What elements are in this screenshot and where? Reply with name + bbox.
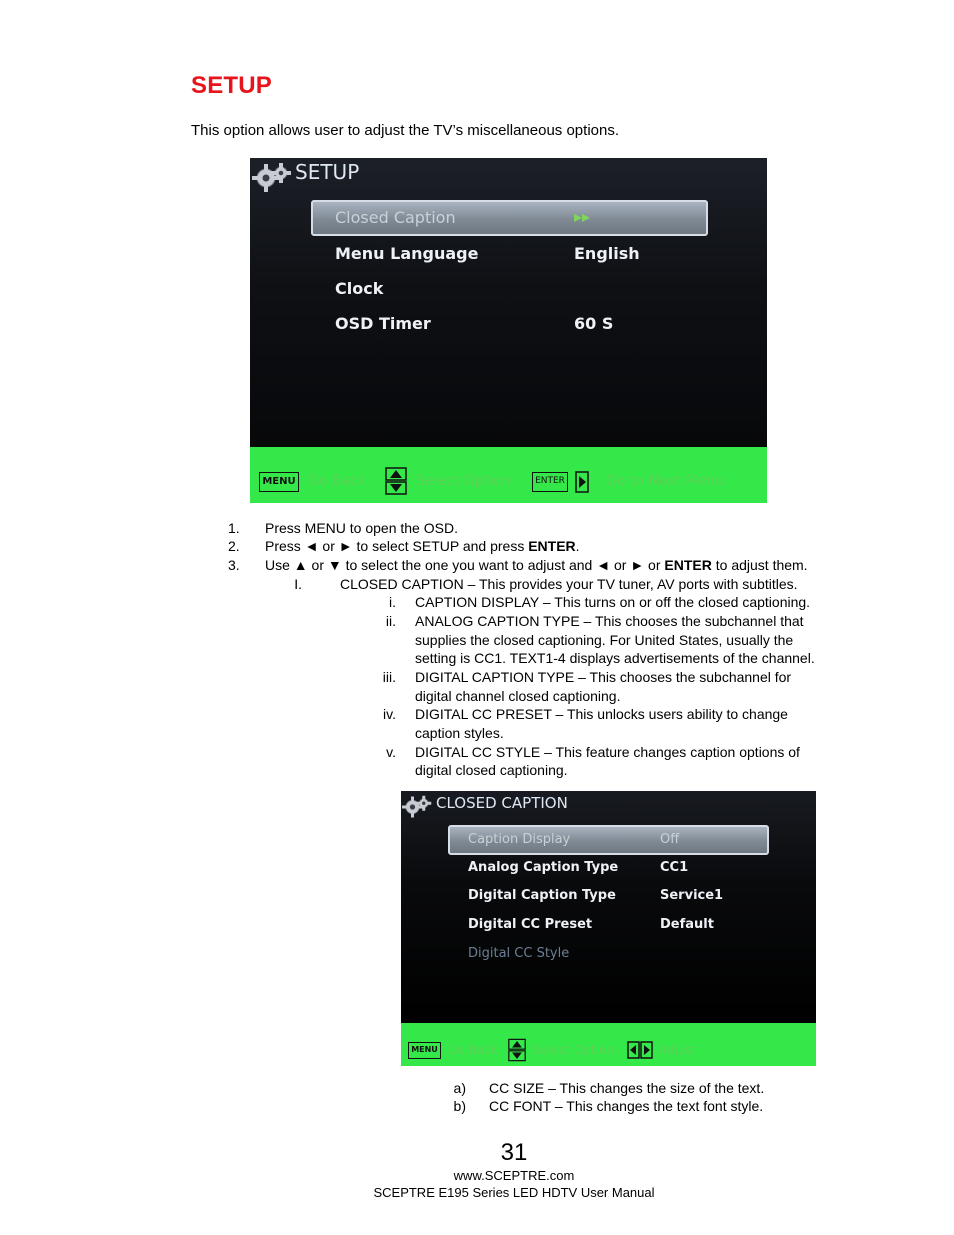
hint-select-option: Select Option [416, 473, 511, 489]
up-down-arrow-icon [508, 1038, 526, 1062]
substep-number: I. [294, 576, 302, 592]
roman-number: iii. [382, 669, 396, 685]
roman-text: digital channel closed captioning. [415, 688, 621, 704]
letter-number: a) [453, 1080, 466, 1096]
roman-text: caption styles. [415, 725, 504, 741]
setup-osd-screenshot [250, 158, 767, 503]
menu-item-closed-caption-value: ▸▸ [574, 207, 591, 226]
hint-go-back: Go Back [448, 1043, 498, 1057]
step-text: Use ▲ or ▼ to select the one you want to adjust and ◄ or ► or ENTER to adjust them. [265, 557, 808, 573]
roman-text: DIGITAL CAPTION TYPE – This chooses the subchannel for [415, 669, 792, 685]
roman-text: DIGITAL CC STYLE – This feature changes caption options of [415, 744, 800, 760]
letter-number: b) [453, 1098, 466, 1114]
cc-item-digital-caption-type: Digital Caption Type [468, 888, 616, 903]
roman-text: CAPTION DISPLAY – This turns on or off the closed captioning. [415, 594, 811, 610]
roman-text: ANALOG CAPTION TYPE – This chooses the subchannel that [415, 613, 804, 629]
footer-url: www.SCEPTRE.com [453, 1168, 575, 1183]
cc-item-caption-display: Caption Display [468, 832, 571, 847]
cc-item-digital-cc-style: Digital CC Style [468, 946, 570, 961]
letter-text: CC SIZE – This changes the size of the text. [489, 1080, 765, 1096]
footer-manual-title: SCEPTRE E195 Series LED HDTV User Manual [373, 1185, 655, 1200]
cc-item-caption-display-value: Off [660, 832, 680, 847]
menu-key: MENU [408, 1042, 441, 1059]
hint-adjust: Adjust [659, 1043, 697, 1057]
left-right-arrow-icon [627, 1041, 653, 1059]
osd-hint-bar [401, 1023, 816, 1066]
roman-text: supplies the closed captioning. For United States, usually the [415, 632, 794, 648]
step-text: Press ◄ or ► to select SETUP and press ENTER. [265, 538, 580, 554]
menu-item-clock: Clock [335, 279, 384, 298]
roman-number: ii. [385, 613, 396, 629]
cc-item-digital-cc-preset: Digital CC Preset [468, 917, 593, 932]
hint-go-next-menu: Go to Next Menu [606, 473, 724, 489]
roman-text: DIGITAL CC PRESET – This unlocks users ability to change [415, 706, 788, 722]
section-heading: SETUP [191, 72, 273, 99]
substep-text: CLOSED CAPTION – This provides your TV tuner, AV ports with subtitles. [340, 576, 798, 592]
menu-item-language: Menu Language [335, 244, 479, 263]
roman-text: setting is CC1. TEXT1-4 displays advertisements of the channel. [415, 650, 815, 666]
gear-icon [252, 160, 292, 196]
hint-select-option: Select Option [533, 1043, 614, 1057]
menu-item-language-value: English [574, 244, 640, 263]
roman-number: iv. [383, 706, 396, 722]
closed-caption-osd-screenshot [401, 791, 816, 1066]
step-text: Press MENU to open the OSD. [265, 520, 458, 536]
cc-item-analog-caption-type-value: CC1 [660, 860, 689, 875]
cc-item-analog-caption-type: Analog Caption Type [468, 860, 619, 875]
step-number: 3. [228, 557, 240, 573]
menu-item-closed-caption: Closed Caption [335, 208, 456, 227]
menu-key: MENU [259, 472, 299, 492]
menu-item-osd-timer-value: 60 S [574, 314, 614, 333]
roman-text: digital closed captioning. [415, 762, 568, 778]
step-number: 2. [228, 538, 240, 554]
letter-text: CC FONT – This changes the text font style. [489, 1098, 764, 1114]
cc-item-digital-cc-preset-value: Default [660, 917, 714, 932]
enter-key: ENTER [532, 472, 568, 492]
section-intro: This option allows user to adjust the TV’s miscellaneous options. [191, 122, 620, 139]
gear-icon [402, 793, 432, 821]
up-down-arrow-icon [385, 467, 407, 495]
menu-item-osd-timer: OSD Timer [335, 314, 431, 333]
hint-go-back: Go Back [308, 473, 366, 489]
roman-number: v. [386, 744, 396, 760]
step-number: 1. [228, 520, 240, 536]
roman-number: i. [389, 594, 396, 610]
osd-title: SETUP [295, 160, 360, 184]
osd-title: CLOSED CAPTION [436, 794, 568, 812]
right-arrow-icon [575, 471, 589, 493]
osd-hint-bar [250, 447, 767, 503]
cc-item-digital-caption-type-value: Service1 [660, 888, 724, 903]
page-number: 31 [500, 1139, 528, 1166]
